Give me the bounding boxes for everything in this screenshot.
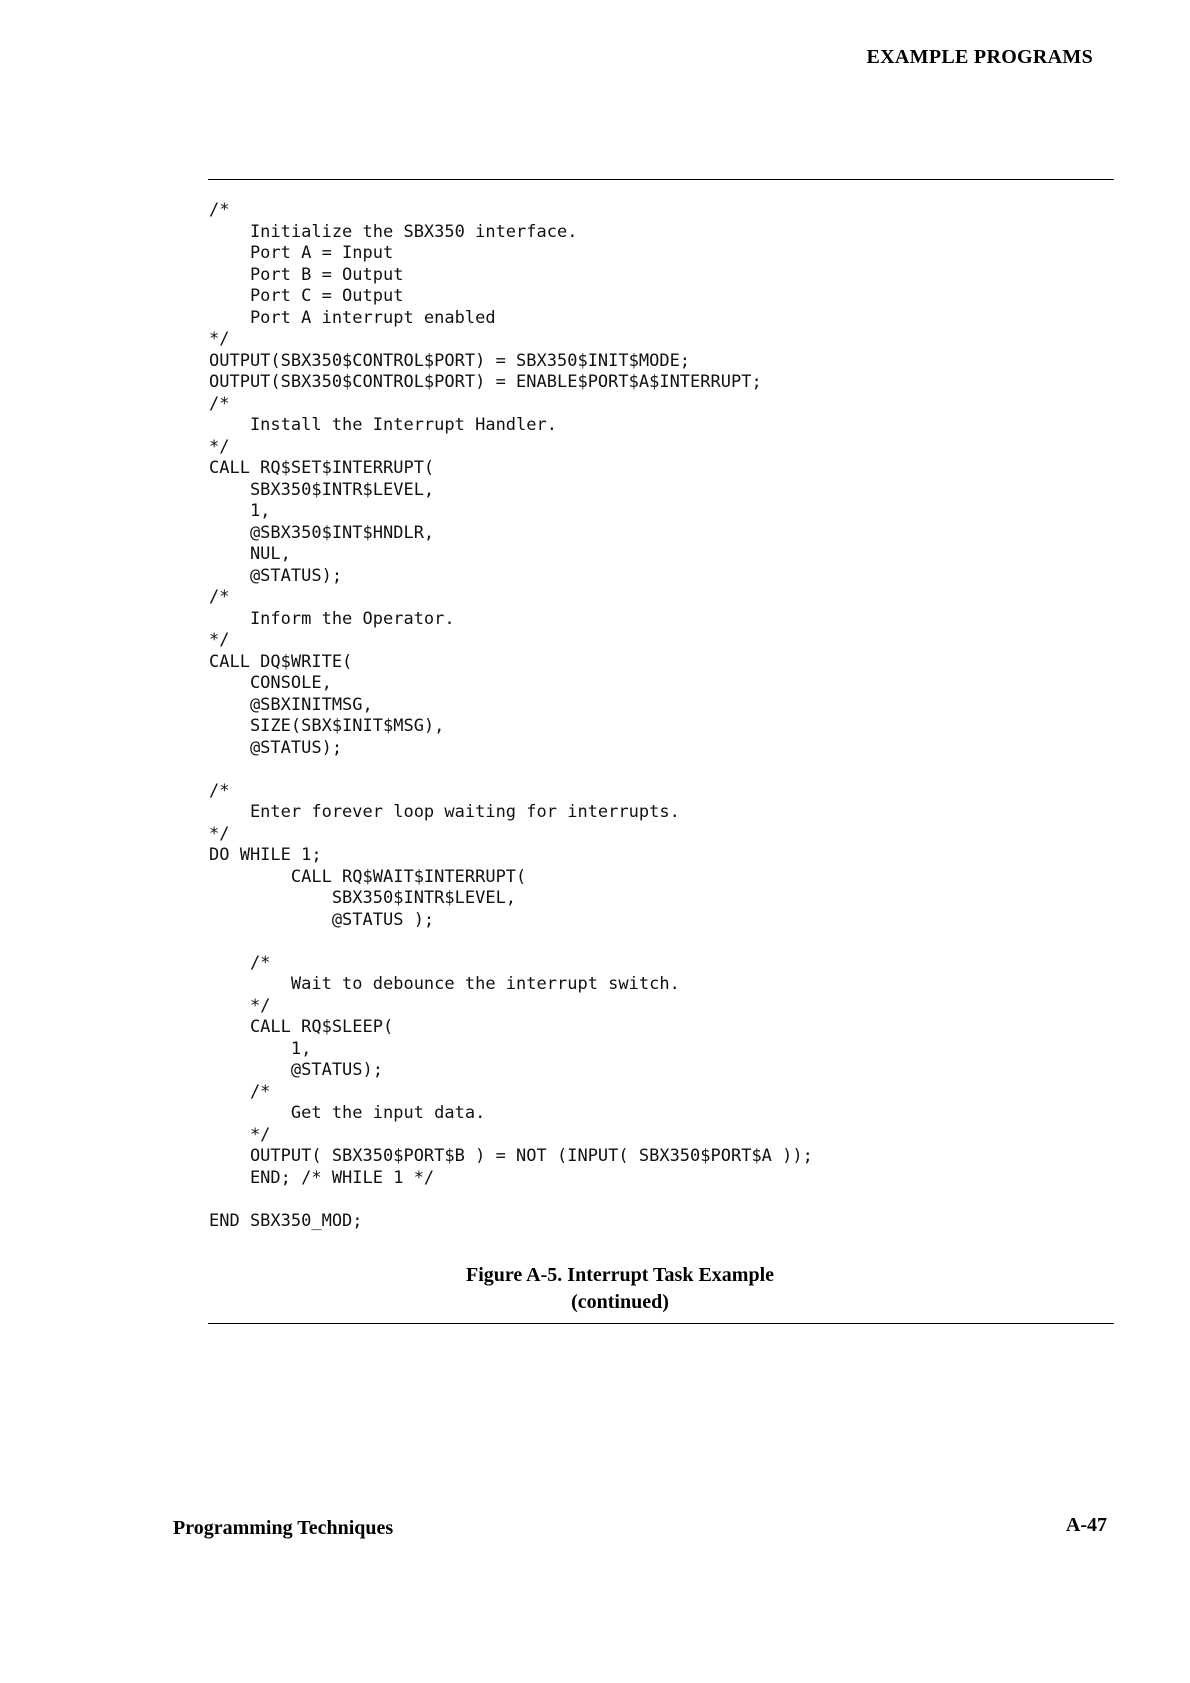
code-line: */ bbox=[209, 823, 230, 844]
code-line: @STATUS); bbox=[209, 1060, 383, 1080]
code-line: Port A interrupt enabled bbox=[209, 307, 496, 328]
code-listing bbox=[209, 200, 813, 1232]
code-line: @STATUS); bbox=[209, 565, 343, 586]
code-line: Get the input data. bbox=[209, 1103, 486, 1123]
code-line: 1, bbox=[209, 501, 271, 521]
footer-chapter: Programming Techniques bbox=[173, 1517, 394, 1539]
code-line: */ bbox=[209, 329, 230, 349]
code-line: SBX350$INTR$LEVEL, bbox=[209, 479, 435, 500]
figure-caption bbox=[300, 1262, 940, 1316]
code-line: */ bbox=[209, 995, 271, 1016]
code-line: OUTPUT(SBX350$CONTROL$PORT) = SBX350$INIT$MODE; bbox=[209, 350, 691, 371]
code-line: /* bbox=[209, 952, 271, 973]
code-line: Port C = Output bbox=[209, 286, 404, 306]
code-line: */ bbox=[209, 436, 230, 457]
code-line: Initialize the SBX350 interface. bbox=[209, 221, 578, 242]
code-line: /* bbox=[209, 200, 230, 220]
code-line: Inform the Operator. bbox=[209, 608, 455, 629]
code-line: Port B = Output bbox=[209, 264, 404, 285]
code-line: /* bbox=[209, 393, 230, 414]
code-line: @STATUS ); bbox=[209, 909, 435, 930]
code-line: NUL, bbox=[209, 544, 291, 564]
code-line: END SBX350_MOD; bbox=[209, 1210, 363, 1231]
code-line: CALL RQ$SLEEP( bbox=[209, 1017, 394, 1037]
code-line: 1, bbox=[209, 1038, 312, 1059]
code-line: @STATUS); bbox=[209, 737, 343, 758]
code-line: SBX350$INTR$LEVEL, bbox=[209, 888, 517, 908]
code-line: CALL RQ$SET$INTERRUPT( bbox=[209, 458, 435, 478]
code-line: CALL RQ$WAIT$INTERRUPT( bbox=[209, 866, 527, 887]
code-line: DO WHILE 1; bbox=[209, 845, 322, 865]
top-rule bbox=[208, 179, 1114, 180]
code-line: */ bbox=[209, 1124, 271, 1145]
page-number: A-47 bbox=[1065, 1514, 1107, 1536]
code-line: /* bbox=[209, 780, 230, 801]
code-line: Install the Interrupt Handler. bbox=[209, 415, 557, 435]
code-line: @SBXINITMSG, bbox=[209, 694, 373, 715]
code-line bbox=[209, 931, 813, 953]
code-line: Enter forever loop waiting for interrupts. bbox=[209, 802, 680, 822]
figure-caption-continued: (continued) bbox=[571, 1291, 669, 1313]
code-line: CALL DQ$WRITE( bbox=[209, 651, 353, 672]
code-line bbox=[209, 1189, 813, 1211]
figure-caption-title: Figure A-5. Interrupt Task Example bbox=[466, 1264, 774, 1286]
code-line: CONSOLE, bbox=[209, 673, 332, 693]
bottom-rule bbox=[208, 1323, 1114, 1324]
code-line: */ bbox=[209, 630, 230, 650]
code-line: END; /* WHILE 1 */ bbox=[209, 1167, 435, 1188]
code-line: Port A = Input bbox=[209, 243, 394, 263]
code-line: OUTPUT(SBX350$CONTROL$PORT) = ENABLE$PORT$A$INTERRUPT; bbox=[209, 372, 762, 392]
code-line: Wait to debounce the interrupt switch. bbox=[209, 974, 680, 994]
code-line bbox=[209, 759, 813, 781]
code-line: OUTPUT( SBX350$PORT$B ) = NOT (INPUT( SBX350$PORT$A )); bbox=[209, 1146, 813, 1166]
code-line: /* bbox=[209, 1081, 271, 1102]
code-line: /* bbox=[209, 587, 230, 607]
running-header: EXAMPLE PROGRAMS bbox=[866, 46, 1093, 68]
code-line: @SBX350$INT$HNDLR, bbox=[209, 522, 435, 543]
code-line: SIZE(SBX$INIT$MSG), bbox=[209, 716, 445, 736]
